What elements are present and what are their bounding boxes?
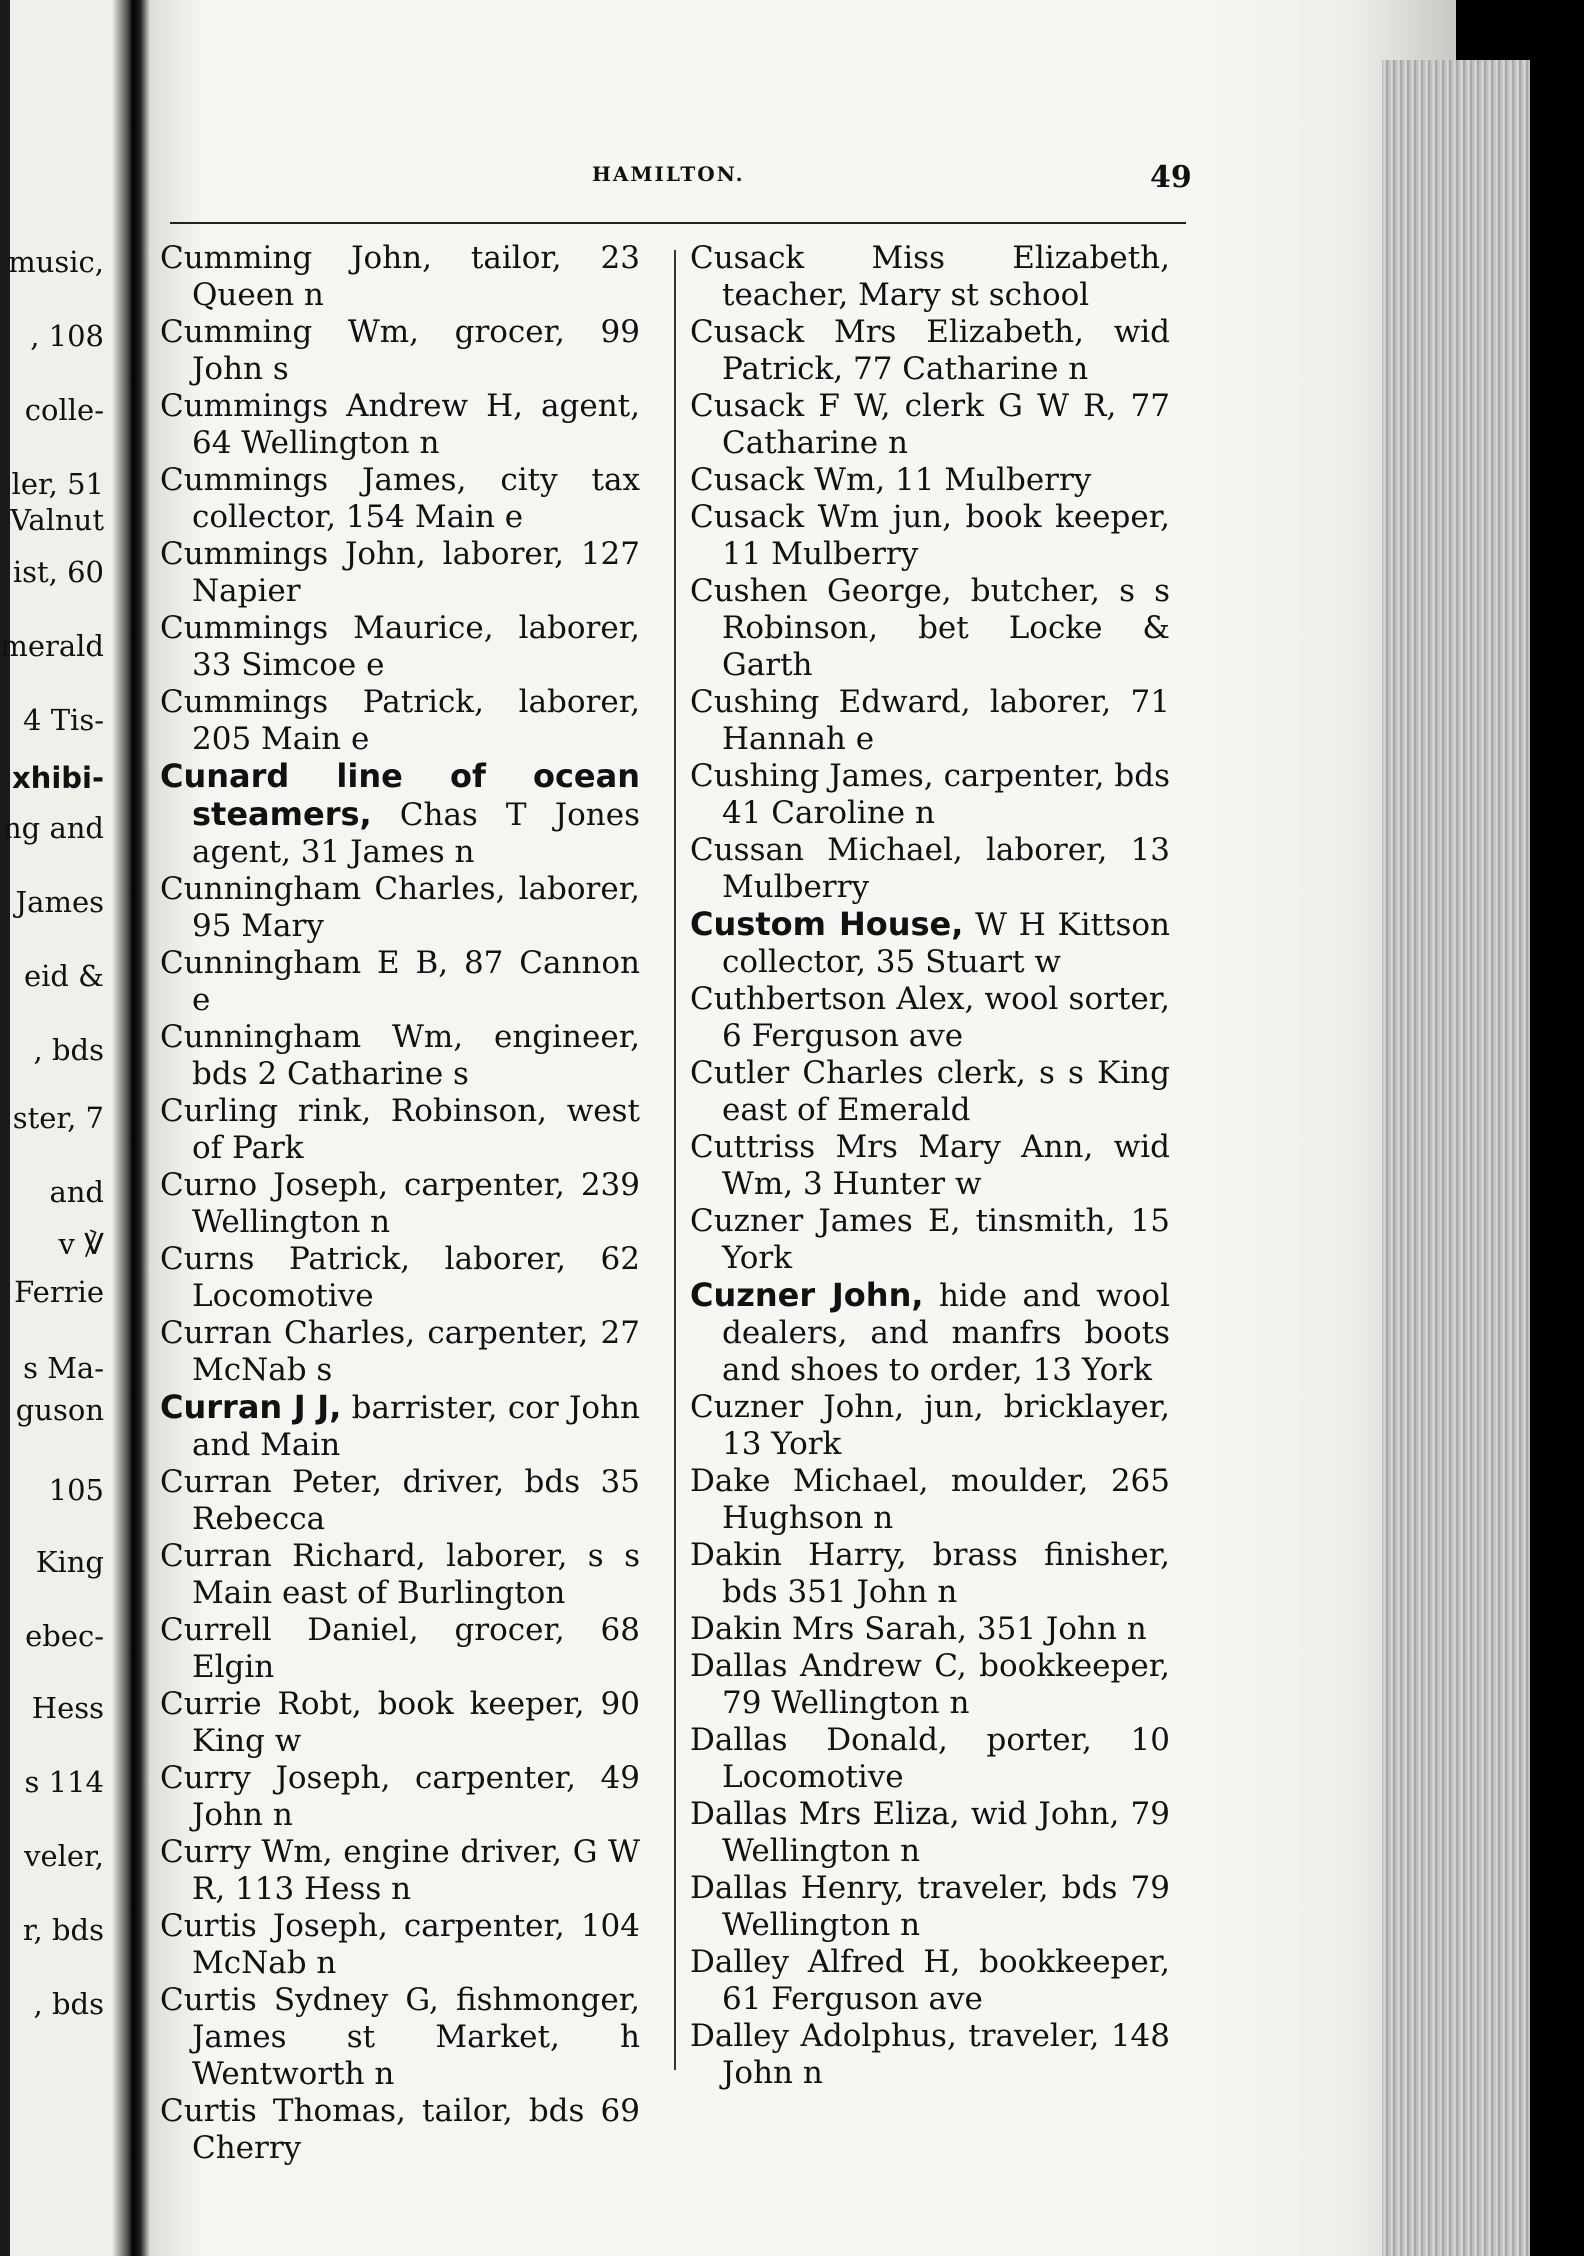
directory-entry: [160, 1241, 640, 1315]
entry-details: 351 John n: [967, 1611, 1147, 1647]
page-number: 49: [1150, 160, 1192, 195]
facing-page-fragment: xhibi-: [11, 761, 104, 795]
directory-entry: [690, 1944, 1170, 2018]
entry-details: Robinson, west of Park: [192, 1093, 640, 1166]
entry-details: clerk G W R, 77 Catharine n: [722, 388, 1170, 461]
entry-details: tailor, 23 Queen n: [192, 240, 640, 313]
directory-entry: [160, 2093, 640, 2167]
entry-details: clerk, s s King east of Emerald: [722, 1055, 1170, 1128]
facing-page-fragment: guson: [15, 1393, 104, 1427]
facing-page-fragment: ler, 51: [11, 467, 104, 501]
entry-name: Dalley Alfred H,: [690, 1944, 961, 1980]
entry-name: Cummings John,: [160, 536, 426, 572]
entry-name: Custom House,: [690, 905, 964, 943]
directory-entry: [690, 462, 1170, 499]
directory-entry: [690, 388, 1170, 462]
entry-name: Curry Joseph,: [160, 1760, 391, 1796]
directory-entry: [160, 1612, 640, 1686]
entry-details: bookkeeper, 79 Wellington n: [722, 1648, 1170, 1721]
entry-name: Cummings James,: [160, 462, 467, 498]
directory-entry: [160, 1464, 640, 1538]
facing-page-fragment: v ℣: [58, 1227, 104, 1261]
directory-entry: [160, 388, 640, 462]
scan-border-left: [0, 0, 10, 2256]
directory-entry: [690, 1796, 1170, 1870]
entry-name: Cuthbertson Alex,: [690, 981, 975, 1017]
directory-entry: [160, 1834, 640, 1908]
entry-name: Currell Daniel,: [160, 1612, 419, 1648]
directory-entry: [690, 1870, 1170, 1944]
entry-details: laborer, 62 Locomotive: [192, 1241, 641, 1314]
directory-entry: [690, 1203, 1170, 1277]
facing-page-fragment: Hess: [31, 1691, 104, 1725]
entry-details: carpenter, 27 McNab s: [192, 1315, 640, 1388]
entry-details: teacher, Mary st school: [722, 277, 1090, 313]
scan-border-right: [1530, 0, 1584, 2256]
page-edges: [1382, 60, 1542, 2256]
book-gutter: [112, 0, 150, 2256]
directory-entry: [690, 758, 1170, 832]
facing-page-fragment: and: [49, 1175, 104, 1209]
entry-details: wid John, 79 Wellington n: [722, 1796, 1170, 1869]
entry-name: Cuzner John,: [690, 1276, 924, 1314]
entry-name: Cusack Wm,: [690, 462, 886, 498]
entry-name: Cunard line of ocean steamers,: [160, 757, 640, 833]
directory-entry: [690, 2018, 1170, 2092]
directory-entry: [160, 684, 640, 758]
entry-details: book keeper, 90 King w: [192, 1686, 640, 1759]
entry-name: Curran Peter,: [160, 1464, 383, 1500]
entry-details: butcher, s s Robinson, bet Locke & Garth: [722, 573, 1170, 683]
entry-details: book keeper, 11 Mulberry: [722, 499, 1170, 572]
directory-entry: [160, 945, 640, 1019]
entry-details: porter, 10 Locomotive: [722, 1722, 1170, 1795]
entry-details: carpenter, 104 McNab n: [192, 1908, 640, 1981]
entry-name: Dake Michael,: [690, 1463, 929, 1499]
facing-page-fragment: , 108: [30, 319, 104, 353]
entry-name: Cussan Michael,: [690, 832, 963, 868]
directory-entry: [690, 314, 1170, 388]
entry-name: Dallas Mrs Eliza,: [690, 1796, 960, 1832]
entry-details: traveler, bds 79 Wellington n: [722, 1870, 1171, 1943]
directory-entry: [160, 1019, 640, 1093]
directory-entry: [690, 1277, 1170, 1389]
entry-details: Chas T Jones agent, 31 James n: [192, 797, 640, 870]
entry-details: bookkeeper, 61 Ferguson ave: [722, 1944, 1171, 2017]
entry-name: Curns Patrick,: [160, 1241, 411, 1277]
entry-name: Cushing James,: [690, 758, 934, 794]
entry-details: laborer, 95 Mary: [192, 871, 640, 944]
entry-name: Cummings Patrick,: [160, 684, 484, 720]
directory-entry: [690, 906, 1170, 981]
entry-name: Cunningham Charles,: [160, 871, 506, 907]
facing-page-fragment: r, bds: [22, 1913, 104, 1947]
entry-name: Cusack F W,: [690, 388, 891, 424]
entry-details: carpenter, 49 John n: [192, 1760, 640, 1833]
entry-name: Currie Robt,: [160, 1686, 362, 1722]
entry-details: laborer, 13 Mulberry: [722, 832, 1170, 905]
entry-details: laborer, 71 Hannah e: [722, 684, 1170, 757]
directory-entry: [690, 499, 1170, 573]
entry-name: Cutler Charles: [690, 1055, 924, 1091]
directory-entry: [690, 1722, 1170, 1796]
entry-name: Curry Wm,: [160, 1834, 333, 1870]
entry-details: carpenter, bds 41 Caroline n: [722, 758, 1170, 831]
entry-details: laborer, 205 Main e: [192, 684, 640, 757]
directory-entry: [160, 536, 640, 610]
entry-name: Curling rink,: [160, 1093, 372, 1129]
entry-name: Dakin Mrs Sarah,: [690, 1611, 968, 1647]
facing-page-fragment: , bds: [33, 1033, 104, 1067]
facing-page-fragment: s Ma-: [23, 1351, 104, 1385]
header-rule: [170, 222, 1186, 224]
entry-name: Cusack Miss Elizabeth,: [690, 240, 1170, 276]
directory-entry: [160, 240, 640, 314]
entry-details: wid Wm, 3 Hunter w: [722, 1129, 1170, 1202]
entry-details: W H Kittson collector, 35 Stuart w: [722, 907, 1170, 980]
entry-name: Curtis Sydney G,: [160, 1982, 439, 2018]
entry-name: Dallas Henry,: [690, 1870, 905, 1906]
directory-entry: [160, 1686, 640, 1760]
entry-name: Cusack Wm jun,: [690, 499, 952, 535]
entry-details: grocer, 68 Elgin: [192, 1612, 640, 1685]
entry-name: Cushing Edward,: [690, 684, 971, 720]
entry-name: Dakin Harry,: [690, 1537, 907, 1573]
directory-entry: [160, 314, 640, 388]
entry-details: engineer, bds 2 Catharine s: [192, 1019, 640, 1092]
directory-entry: [690, 832, 1170, 906]
entry-details: tailor, bds 69 Cherry: [192, 2093, 640, 2166]
entry-name: Dallas Donald,: [690, 1722, 948, 1758]
entry-name: Dallas Andrew C,: [690, 1648, 967, 1684]
facing-page-fragment: 105: [48, 1473, 104, 1507]
entry-details: barrister, cor John and Main: [192, 1390, 640, 1463]
directory-entry: [160, 1760, 640, 1834]
directory-entry: [160, 1982, 640, 2093]
facing-page-fragment: ster, 7: [12, 1101, 104, 1135]
entry-details: city tax collector, 154 Main e: [192, 462, 640, 535]
directory-entry: [690, 981, 1170, 1055]
facing-page-fragment: s 114: [24, 1765, 104, 1799]
directory-entry: [690, 1389, 1170, 1463]
directory-entry: [690, 1463, 1170, 1537]
entry-details: traveler, 148 John n: [722, 2018, 1170, 2091]
entry-details: wid Patrick, 77 Catharine n: [722, 314, 1171, 387]
entry-name: Cunningham E B,: [160, 945, 449, 981]
entry-details: 11 Mulberry: [885, 462, 1092, 498]
entry-name: Dalley Adolphus,: [690, 2018, 957, 2054]
entry-details: grocer, 99 John s: [192, 314, 640, 387]
right-column: [690, 240, 1170, 2092]
entry-name: Cunningham Wm,: [160, 1019, 464, 1055]
directory-entry: [160, 1538, 640, 1612]
entry-name: Cushen George,: [690, 573, 952, 609]
directory-entry: [160, 1908, 640, 1982]
entry-details: carpenter, 239 Wellington n: [192, 1167, 640, 1240]
entry-details: 87 Cannon e: [192, 945, 641, 1018]
entry-details: laborer, 33 Simcoe e: [192, 610, 640, 683]
directory-entry: [690, 1537, 1170, 1611]
directory-entry: [690, 573, 1170, 684]
facing-page-fragment: ist, 60: [12, 555, 104, 589]
entry-name: Cumming Wm,: [160, 314, 419, 350]
directory-entry: [690, 684, 1170, 758]
entry-details: hide and wool dealers, and manfrs boots and shoes to order, 13 York: [722, 1278, 1171, 1388]
facing-page-fragment: colle-: [24, 393, 104, 427]
entry-name: Cusack Mrs Elizabeth,: [690, 314, 1084, 350]
facing-page-fragment: ebec-: [25, 1619, 104, 1653]
entry-name: Cummings Andrew H,: [160, 388, 523, 424]
entry-name: Curran J J,: [160, 1388, 342, 1426]
entry-details: engine driver, G W R, 113 Hess n: [192, 1834, 640, 1907]
facing-page-fragment: veler,: [24, 1839, 104, 1873]
facing-page-fragment: ng and: [3, 811, 104, 845]
directory-entry: [690, 1648, 1170, 1722]
directory-entry: [160, 462, 640, 536]
entry-name: Curtis Thomas,: [160, 2093, 406, 2129]
facing-page-fragment: , bds: [33, 1987, 104, 2021]
directory-entry: [160, 610, 640, 684]
entry-name: Cumming John,: [160, 240, 432, 276]
entry-name: Curran Charles,: [160, 1315, 416, 1351]
entry-name: Cuzner James E,: [690, 1203, 961, 1239]
directory-entry: [160, 1167, 640, 1241]
entry-details: fishmonger, James st Market, h Wentworth n: [192, 1982, 640, 2092]
directory-entry: [160, 1093, 640, 1167]
directory-entry: [690, 240, 1170, 314]
entry-details: laborer, s s Main east of Burlington: [192, 1538, 640, 1611]
entry-details: brass finisher, bds 351 John n: [722, 1537, 1171, 1610]
entry-details: moulder, 265 Hughson n: [722, 1463, 1170, 1536]
directory-entry: [160, 871, 640, 945]
directory-entry: [160, 758, 640, 871]
entry-name: Cuttriss Mrs Mary Ann,: [690, 1129, 1094, 1165]
entry-name: Cuzner John, jun,: [690, 1389, 984, 1425]
column-rule: [674, 250, 676, 2070]
entry-details: bricklayer, 13 York: [722, 1389, 1170, 1462]
directory-entry: [690, 1611, 1170, 1648]
running-head: HAMILTON.: [592, 162, 745, 186]
entry-details: tinsmith, 15 York: [722, 1203, 1170, 1276]
entry-details: driver, bds 35 Rebecca: [192, 1464, 641, 1537]
entry-name: Curno Joseph,: [160, 1167, 389, 1203]
facing-page-fragment: 4 Tis-: [23, 703, 104, 737]
directory-entry: [690, 1055, 1170, 1129]
facing-page-fragment: music,: [8, 245, 104, 279]
entry-name: Cummings Maurice,: [160, 610, 494, 646]
facing-page-fragment: Ferrie: [14, 1275, 104, 1309]
directory-entry: [160, 1389, 640, 1464]
entry-name: Curran Richard,: [160, 1538, 426, 1574]
left-column: [160, 240, 640, 2167]
directory-entry: [160, 1315, 640, 1389]
entry-name: Curtis Joseph,: [160, 1908, 388, 1944]
entry-details: wool sorter, 6 Ferguson ave: [722, 981, 1171, 1054]
facing-page-fragment: King: [35, 1545, 104, 1579]
facing-page-fragment: eid &: [23, 959, 104, 993]
facing-page-fragment: James: [15, 885, 104, 919]
facing-page-fragment: Valnut: [10, 503, 104, 537]
facing-page-fragment: merald: [0, 629, 104, 663]
entry-details: agent, 64 Wellington n: [192, 388, 640, 461]
entry-details: laborer, 127 Napier: [192, 536, 640, 609]
directory-entry: [690, 1129, 1170, 1203]
